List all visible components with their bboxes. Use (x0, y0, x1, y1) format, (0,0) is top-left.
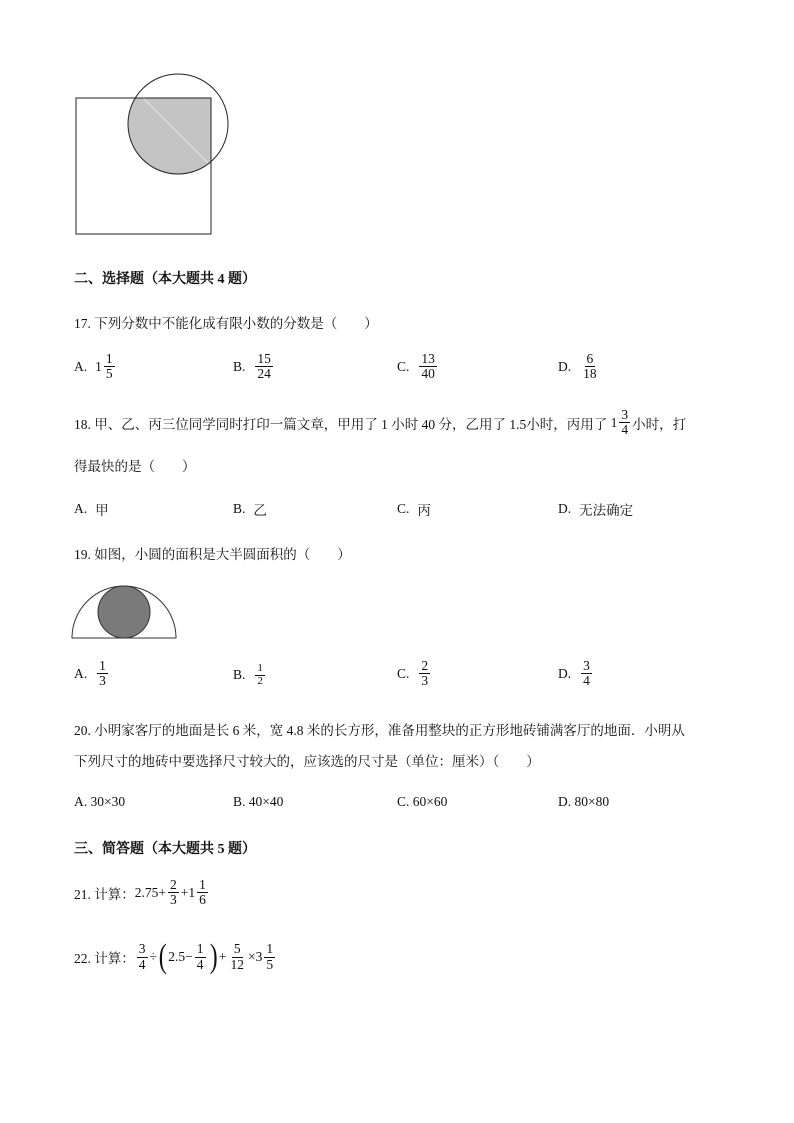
left-paren: ( (158, 938, 167, 975)
fraction-denominator: 12 (230, 956, 244, 972)
option-letter: B. (233, 667, 246, 683)
q18-option-b[interactable] (233, 499, 267, 519)
small-circle-shape (98, 586, 150, 638)
fraction (419, 659, 430, 688)
semicircle-figure (70, 582, 178, 640)
question-21 (74, 878, 210, 907)
question-22 (74, 940, 277, 974)
q18-option-d[interactable] (558, 499, 633, 519)
fraction-denominator: 24 (257, 366, 271, 382)
fraction-numerator: 2 (421, 658, 429, 673)
section-choice-title: 二、选择题（本大题共 4 题） (74, 272, 256, 287)
expr-term: 2.5− (168, 949, 193, 964)
fraction (581, 352, 599, 381)
q17-option-d[interactable] (558, 352, 601, 381)
question-18-line-1 (74, 408, 686, 437)
option-letter: B. (233, 358, 246, 374)
fraction (228, 942, 246, 971)
q20-option-d[interactable]: D. 80×80 (558, 794, 610, 809)
fraction-denominator: 3 (170, 892, 177, 908)
fraction (581, 659, 592, 688)
fraction (97, 659, 108, 688)
fraction (137, 942, 148, 971)
q18-option-a[interactable] (74, 499, 109, 519)
fraction (197, 878, 208, 907)
option-letter: C. (397, 501, 410, 516)
fraction-denominator: 5 (105, 366, 113, 382)
fraction-numerator: 2 (170, 877, 177, 892)
fraction-numerator: 3 (621, 407, 629, 422)
fraction (195, 942, 206, 971)
expr-operator: ÷ (149, 949, 157, 964)
fraction-denominator: 40 (421, 366, 435, 382)
fraction-numerator: 1 (196, 941, 204, 957)
fraction (104, 352, 115, 381)
option-text: 乙 (253, 503, 267, 518)
fraction-numerator: 1 (99, 658, 106, 673)
fraction (619, 408, 630, 437)
fraction-numerator: 13 (421, 351, 435, 366)
fraction-denominator: 5 (266, 956, 274, 972)
mixed-number (95, 352, 117, 381)
option-letter: A. (74, 358, 88, 374)
question-18-text-before: 18. 甲、乙、丙三位同学同时打印一篇文章，甲用了 1 小时 40 分，乙用了 1.5小时，丙用了 (74, 416, 611, 432)
expr-term: 2.75+ (134, 884, 166, 900)
option-letter: D. (558, 358, 572, 374)
q17-option-c[interactable] (397, 352, 439, 381)
expr-operator: +1 (180, 884, 196, 900)
q20-option-a[interactable]: A. 30×30 (74, 794, 126, 809)
fraction (168, 878, 179, 907)
fraction-denominator: 2 (257, 674, 263, 687)
question-17-text: 17. 下列分数中不能化成有限小数的分数是（ ） (74, 316, 378, 331)
overlap-shaded-region (128, 74, 228, 174)
section-short-answer-title: 三、简答题（本大题共 5 题） (74, 842, 256, 857)
mixed-number (611, 408, 633, 437)
expr-operator: ×3 (247, 949, 263, 964)
fraction-denominator: 3 (99, 673, 106, 689)
question-21-label: 21. 计算： (74, 886, 135, 902)
square-circle-figure (70, 68, 240, 240)
q17-option-b[interactable] (233, 352, 275, 381)
option-letter: A. (74, 665, 88, 681)
q17-option-a[interactable] (74, 352, 117, 381)
fraction-denominator: 4 (138, 956, 146, 972)
option-text: 无法确定 (579, 503, 634, 518)
right-paren: ) (209, 938, 218, 975)
option-letter: D. (558, 501, 572, 516)
option-letter: C. (397, 358, 410, 374)
fraction-denominator: 3 (421, 673, 429, 689)
q20-option-c[interactable]: C. 60×60 (397, 794, 448, 809)
fraction-numerator: 1 (266, 941, 274, 957)
fraction (419, 352, 437, 381)
option-letter: C. (397, 665, 410, 681)
q19-option-c[interactable] (397, 659, 432, 688)
fraction-numerator: 1 (105, 351, 113, 366)
fraction (264, 942, 275, 971)
option-text: 甲 (95, 503, 109, 518)
q20-option-b[interactable]: B. 40×40 (233, 794, 284, 809)
fraction (255, 352, 273, 381)
fraction-numerator: 5 (233, 941, 241, 957)
expr-operator: + (218, 949, 227, 964)
fraction-numerator: 3 (583, 658, 590, 673)
fraction-denominator: 4 (621, 422, 629, 438)
option-letter: D. (558, 665, 572, 681)
fraction-denominator: 18 (583, 366, 597, 382)
fraction-numerator: 3 (138, 941, 146, 957)
q19-option-b[interactable] (233, 663, 267, 687)
fraction-numerator: 6 (586, 351, 594, 366)
q19-option-d[interactable] (558, 659, 594, 688)
question-22-label: 22. 计算： (74, 951, 135, 966)
question-20-line-2: 下列尺寸的地砖中要选择尺寸较大的，应该选的尺寸是（单位：厘米）（ ） (74, 754, 540, 769)
fraction-numerator: 1 (199, 877, 206, 892)
question-19-text: 19. 如图，小圆的面积是大半圆面积的（ ） (74, 547, 351, 562)
fraction-numerator: 15 (257, 351, 271, 366)
mixed-whole: 1 (610, 414, 618, 430)
q19-option-a[interactable] (74, 659, 110, 688)
fraction-denominator: 4 (196, 956, 204, 972)
option-text: 丙 (417, 503, 431, 518)
question-18-line-2: 得最快的是（ ） (74, 459, 196, 474)
q18-option-c[interactable] (397, 499, 431, 519)
fraction-numerator: 1 (257, 662, 263, 674)
question-20-line-1: 20. 小明家客厅的地面是长 6 米，宽 4.8 米的长方形，准备用整块的正方形地砖铺满客厅的地面．小明从 (74, 723, 685, 738)
fraction-denominator: 6 (199, 892, 206, 908)
fraction (255, 663, 265, 687)
option-letter: A. (74, 501, 88, 516)
fraction-denominator: 4 (583, 673, 590, 689)
question-18-text-after: 小时，打 (632, 416, 687, 432)
mixed-whole: 1 (95, 358, 102, 374)
option-letter: B. (233, 501, 246, 516)
